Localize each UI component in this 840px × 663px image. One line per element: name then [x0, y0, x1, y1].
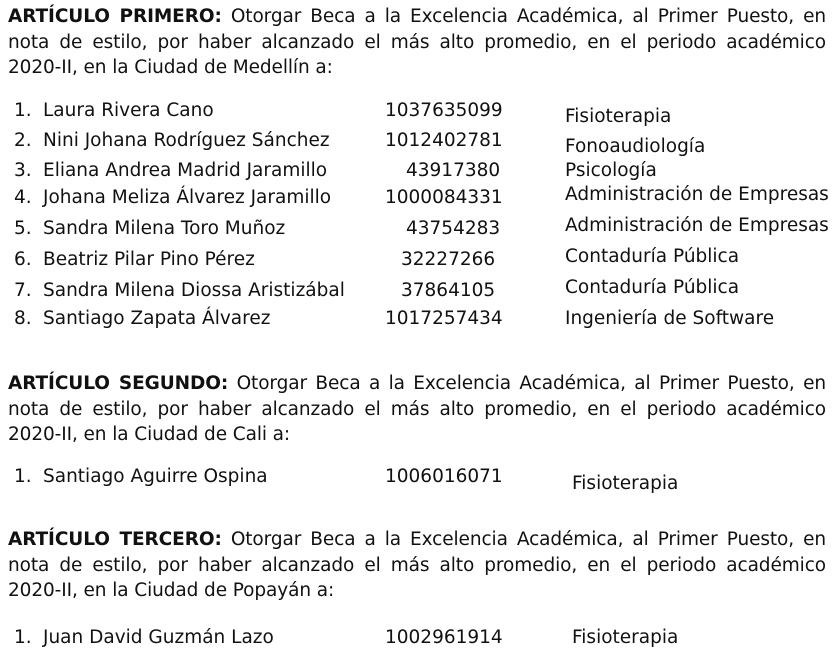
item-number: 7.	[14, 280, 32, 301]
student-program: Fisioterapia	[572, 473, 679, 494]
student-name: Sandra Milena Diossa Aristizábal	[43, 280, 345, 301]
student-id: 1012402781	[385, 130, 503, 151]
student-program: Ingeniería de Software	[565, 308, 775, 329]
student-id: 1002961914	[385, 627, 503, 648]
student-id: 37864105	[401, 280, 496, 301]
article-first-heading: ARTÍCULO PRIMERO:	[8, 6, 222, 27]
student-name: Sandra Milena Toro Muñoz	[43, 218, 286, 239]
article-third-paragraph	[8, 527, 826, 604]
student-name: Johana Meliza Álvarez Jaramillo	[43, 187, 332, 208]
student-id: 1017257434	[385, 308, 503, 329]
item-number: 3.	[14, 160, 32, 181]
article-second-paragraph	[8, 371, 826, 448]
student-name: Nini Johana Rodríguez Sánchez	[43, 130, 330, 151]
article-third-heading: ARTÍCULO TERCERO:	[8, 529, 222, 550]
student-id: 1006016071	[385, 466, 503, 487]
item-number: 8.	[14, 308, 32, 329]
student-name: Juan David Guzmán Lazo	[43, 627, 274, 648]
student-name: Santiago Zapata Álvarez	[43, 308, 271, 329]
student-program: Psicología	[565, 160, 657, 181]
student-id: 43917380	[406, 160, 501, 181]
student-program: Administración de Empresas	[565, 215, 829, 236]
student-id: 43754283	[406, 218, 501, 239]
item-number: 4.	[14, 187, 32, 208]
student-program: Contaduría Pública	[565, 277, 740, 298]
article-first-text: Otorgar Beca a la Excelencia Académica, al Primer Puesto, en nota de estilo, por haber alcanzado el más alto promedio, en el periodo académico 2020-II, en la Ciudad de Medellín a:	[8, 6, 826, 78]
student-program: Contaduría Pública	[565, 246, 740, 267]
student-name: Beatriz Pilar Pino Pérez	[43, 249, 255, 270]
student-program: Fisioterapia	[565, 106, 672, 127]
student-program: Administración de Empresas	[565, 184, 829, 205]
student-id: 1037635099	[385, 100, 503, 121]
article-second-text: Otorgar Beca a la Excelencia Académica, al Primer Puesto, en nota de estilo, por haber alcanzado el más alto promedio, en el periodo académico 2020-II, en la Ciudad de Cali a:	[8, 373, 826, 445]
article-third-text: Otorgar Beca a la Excelencia Académica, al Primer Puesto, en nota de estilo, por haber alcanzado el más alto promedio, en el periodo académico 2020-II, en la Ciudad de Popayán a:	[8, 529, 826, 601]
item-number: 1.	[14, 627, 32, 648]
student-name: Laura Rivera Cano	[43, 100, 214, 121]
student-name: Santiago Aguirre Ospina	[43, 466, 268, 487]
student-id: 1000084331	[385, 187, 503, 208]
article-second-heading: ARTÍCULO SEGUNDO:	[8, 373, 229, 394]
article-first-paragraph	[8, 4, 826, 81]
item-number: 1.	[14, 100, 32, 121]
student-program: Fisioterapia	[572, 627, 679, 648]
item-number: 6.	[14, 249, 32, 270]
item-number: 5.	[14, 218, 32, 239]
student-program: Fonoaudiología	[565, 136, 706, 157]
item-number: 2.	[14, 130, 32, 151]
item-number: 1.	[14, 466, 32, 487]
student-id: 32227266	[401, 249, 496, 270]
student-name: Eliana Andrea Madrid Jaramillo	[43, 160, 328, 181]
